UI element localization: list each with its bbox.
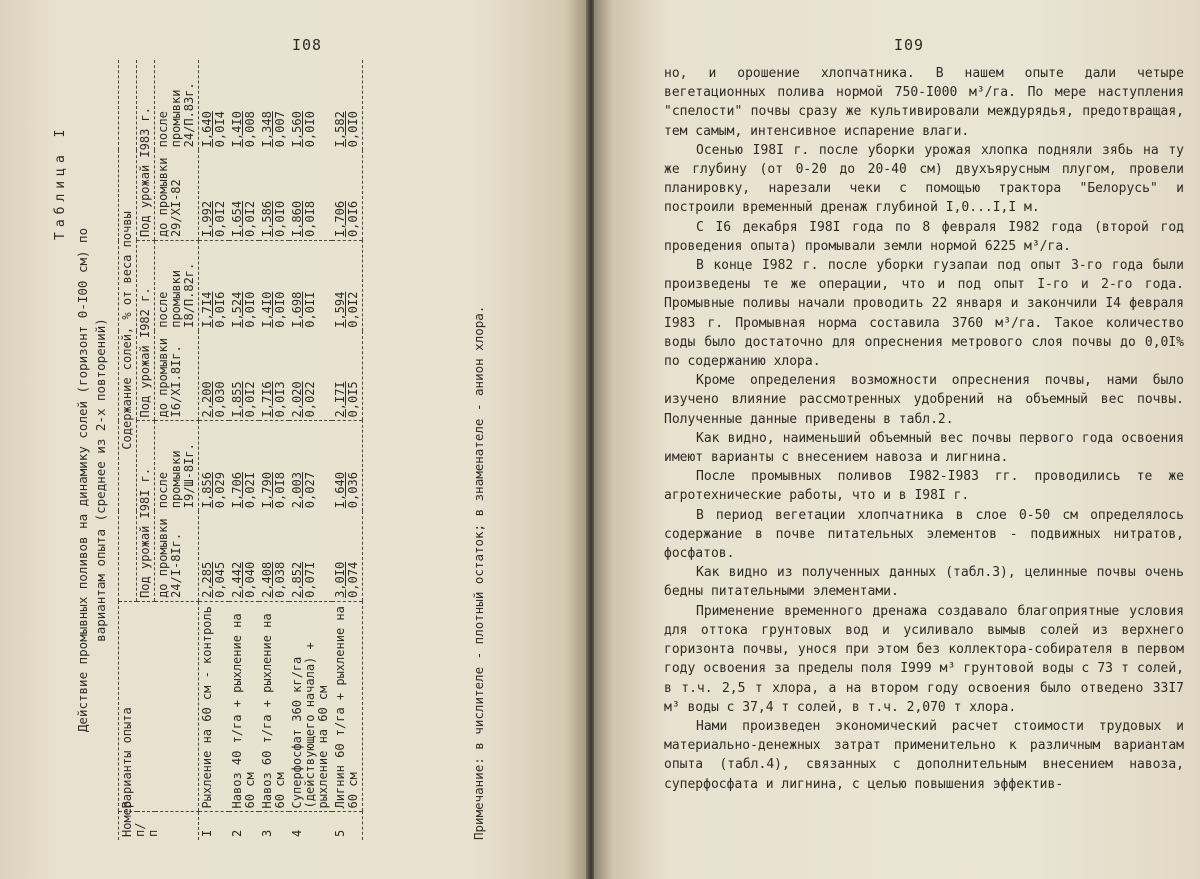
paragraph: но, и орошение хлопчатника. В нашем опыте дали четыре вегетационных полива нормой 750-I000 м³/га. По мере наступления "спелости" почвы сразу же культивировали междурядья, предотвращая, тем самым, интенсивное испарение влаги. <box>664 66 1184 139</box>
paragraph: Как видно, наименьший объемный вес почвы первого года освоения имеют варианты с внесением навоза и лигнина. <box>664 430 1184 466</box>
subheader-after-1981: после промывки I9/Ш-8Iг. <box>155 421 199 511</box>
table-label: Таблица I <box>53 124 68 240</box>
cell-top: 2,408 <box>260 561 274 598</box>
paragraph: Кроме определения возможности опреснения почвы, нами было изучено влияние рассмотренных удобрений на объемный вес почвы. Полученные данные приведены в табл.2. <box>664 373 1184 427</box>
rotated-table-block <box>54 60 534 840</box>
cell-top: I,706 <box>230 472 244 509</box>
cell-bottom: 0,027 <box>303 472 317 509</box>
cell-bottom: 0,02I <box>243 472 257 509</box>
table-row <box>199 60 230 840</box>
cell-bottom: 0,0I2 <box>213 200 227 238</box>
paragraph: Применение временного дренажа создавало благоприятные условия для оттока грунтовых вод и усиливало вымыв солей из верхнего горизонта почвы, унося при этом без коллектора-собирателя в первом году освоения за пределы поля I999 м³ грунтовой воды с 73 т солей, в т.ч. 2,5 т хлора, а на втором году освоения было отведено 33I7 м³ воды с 37,4 т солей, в т.ч. 2,070 т хлора. <box>664 603 1184 715</box>
row-variant: Рыхление на 60 см - контроль <box>199 601 230 812</box>
cell-bottom: 0,0I8 <box>303 200 317 238</box>
cell-bottom: 0,0II <box>303 291 317 328</box>
cell-top: I,4I0 <box>230 111 244 148</box>
table-title-line2: вариантам опыта (среднее из 2-х повторений) <box>93 318 108 642</box>
cell-top: 2,852 <box>290 561 304 598</box>
subheader-after-1982: после промывки I8/П.82г. <box>155 241 199 331</box>
cell-top: I,855 <box>230 381 244 418</box>
header-content: Содержание солей, % от веса почвы <box>119 60 137 601</box>
table-title-line1: Действие промывных поливов на динамику солей (горизонт 0-I00 см) по <box>75 227 90 733</box>
cell-bottom: 0,0I2 <box>243 381 257 418</box>
cell-bottom: 0,007 <box>273 111 287 148</box>
cell-bottom: 0,030 <box>213 381 227 418</box>
right-page-number: I09 <box>894 36 925 54</box>
paragraph: В конце I982 г. после уборки гузапаи под опыт 3-го года были произведены те же операции, что и под опыт I-го и 2-го года. Промывные поливы начали проводить 22 января и закончили I4 февраля I983 г. Промывная норма составила 3760 м³/га. Такое количество воды было достаточно для опреснения метрового слоя почвы до 0,0I% по содержанию хлора. <box>664 258 1184 370</box>
paragraph: Осенью I98I г. после уборки урожая хлопка подняли зябь на ту же глубину (от 0-20 до 20-40 см) двухъярусным плугом, провели планировку, нарезали чеки с помощью трактора "Белорусь" и построили временный дренаж глубиной I,0...I,I м. <box>664 142 1184 216</box>
row-num: 4 <box>290 829 304 837</box>
cell-top: 2,020 <box>290 381 304 418</box>
paragraph: Как видно из полученных данных (табл.3), целинные почвы очень бедны питательными элементами. <box>664 565 1184 600</box>
subheader-before-1981: до промывки 24/I-8Iг. <box>155 511 199 601</box>
cell-top: I,348 <box>260 111 274 148</box>
cell-top: 3,0I0 <box>333 561 347 598</box>
cell-top: I,640 <box>200 111 214 148</box>
cell-top: I,860 <box>290 200 304 238</box>
row-num: I <box>199 812 230 840</box>
cell-bottom: 0,045 <box>213 561 227 598</box>
cell-top: 2,I7I <box>333 381 347 418</box>
cell-top: I,7I6 <box>260 381 274 418</box>
cell-bottom: 0,0I0 <box>346 111 360 148</box>
cell-top: I,992 <box>200 200 214 238</box>
cell-top: I,594 <box>333 291 347 328</box>
cell-top: I,4I0 <box>260 291 274 328</box>
cell-top: I,654 <box>230 200 244 238</box>
row-variant: Лигнин 60 т/га + рыхление на 60 см <box>332 601 363 812</box>
table-row <box>259 60 289 840</box>
cell-bottom: 0,0I0 <box>303 111 317 148</box>
header-1982: Под урожай I982 г. <box>137 241 155 421</box>
cell-top: I,856 <box>200 472 214 509</box>
cell-top: I,698 <box>290 291 304 328</box>
cell-bottom: 0,0I2 <box>243 200 257 238</box>
cell-top: 2,442 <box>230 561 244 598</box>
cell-bottom: 0,0I2 <box>346 291 360 328</box>
row-variant: Навоз 60 т/га + рыхление на 60 см <box>259 601 289 812</box>
cell-bottom: 0,0I8 <box>273 472 287 509</box>
cell-top: 2,003 <box>290 472 304 509</box>
cell-bottom: 0,0I6 <box>213 291 227 328</box>
paragraph: Нами произведен экономический расчет стоимости трудовых и материально-денежных затрат применительно к различным вариантам опыта (табл.4), связанных с дополнительным внесением навоза, суперфосфата и лигнина, с целью повышения эффектив- <box>664 718 1184 792</box>
left-page-number: I08 <box>292 36 323 54</box>
cell-bottom: 0,040 <box>243 561 257 598</box>
cell-top: I,640 <box>333 472 347 509</box>
row-num: 2 <box>230 829 244 837</box>
cell-bottom: 0,0I6 <box>346 200 360 238</box>
row-variant: Навоз 40 т/га + рыхление на 60 см <box>229 601 259 812</box>
cell-bottom: 0,0I3 <box>273 381 287 418</box>
cell-bottom: 0,008 <box>243 111 257 148</box>
cell-top: I,586 <box>260 200 274 238</box>
cell-bottom: 0,036 <box>346 472 360 509</box>
paragraph: В период вегетации хлопчатника в слое 0-50 см определялось содержание в почве питательных элементов - подвижных нитратов, фосфатов. <box>664 507 1184 562</box>
body-text <box>664 64 1184 794</box>
cell-top: I,706 <box>333 200 347 238</box>
paragraph: С I6 декабря I98I года по 8 февраля I982 года (второй год проведения опыта) промывали земли нормой 6225 м³/га. <box>664 219 1184 254</box>
table-row <box>229 60 259 840</box>
cell-bottom: 0,0I0 <box>273 291 287 328</box>
subheader-before-1983: до промывки 29/XI-82 <box>155 150 199 240</box>
cell-top: 2,285 <box>200 561 214 598</box>
left-page <box>0 0 588 879</box>
cell-bottom: 0,029 <box>213 472 227 509</box>
cell-bottom: 0,022 <box>303 381 317 418</box>
subheader-before-1982: до промывки I6/XI.8Iг. <box>155 331 199 421</box>
cell-top: I,524 <box>230 291 244 328</box>
row-num: 3 <box>260 829 274 837</box>
cell-top: 2,200 <box>200 381 214 418</box>
cell-bottom: 0,0I4 <box>213 111 227 148</box>
row-variant: Суперфосфат 360 кг/га (действующего начала) + рыхление на 60 см <box>289 601 332 812</box>
cell-top: I,790 <box>260 472 274 509</box>
salt-dynamics-table <box>118 60 363 840</box>
cell-top: I,582 <box>333 111 347 148</box>
header-variant: Варианты опыта <box>119 601 199 812</box>
cell-bottom: 0,0I0 <box>273 200 287 238</box>
cell-bottom: 0,074 <box>346 561 360 598</box>
cell-bottom: 0,07I <box>303 561 317 598</box>
subheader-after-1983: после промывки 24/П.83г. <box>155 60 199 150</box>
table-row <box>289 60 332 840</box>
cell-top: I,7I4 <box>200 291 214 328</box>
cell-bottom: 0,038 <box>273 561 287 598</box>
row-num: 5 <box>332 812 363 840</box>
header-1981: Под урожай I98I г. <box>137 421 155 601</box>
header-num: Номер п/п <box>119 812 199 840</box>
header-1983: Под урожай I983 г. <box>137 60 155 241</box>
cell-bottom: 0,0I0 <box>243 291 257 328</box>
right-page <box>594 0 1200 879</box>
table-row <box>332 60 363 840</box>
cell-bottom: 0,0I5 <box>346 381 360 418</box>
table-note: Примечание: в числителе - плотный остаток; в знаменателе - анион хлора. <box>471 305 486 840</box>
paragraph: После промывных поливов I982-I983 гг. проводились те же агротехнические работы, что и в I98I г. <box>664 469 1184 504</box>
cell-top: I,560 <box>290 111 304 148</box>
